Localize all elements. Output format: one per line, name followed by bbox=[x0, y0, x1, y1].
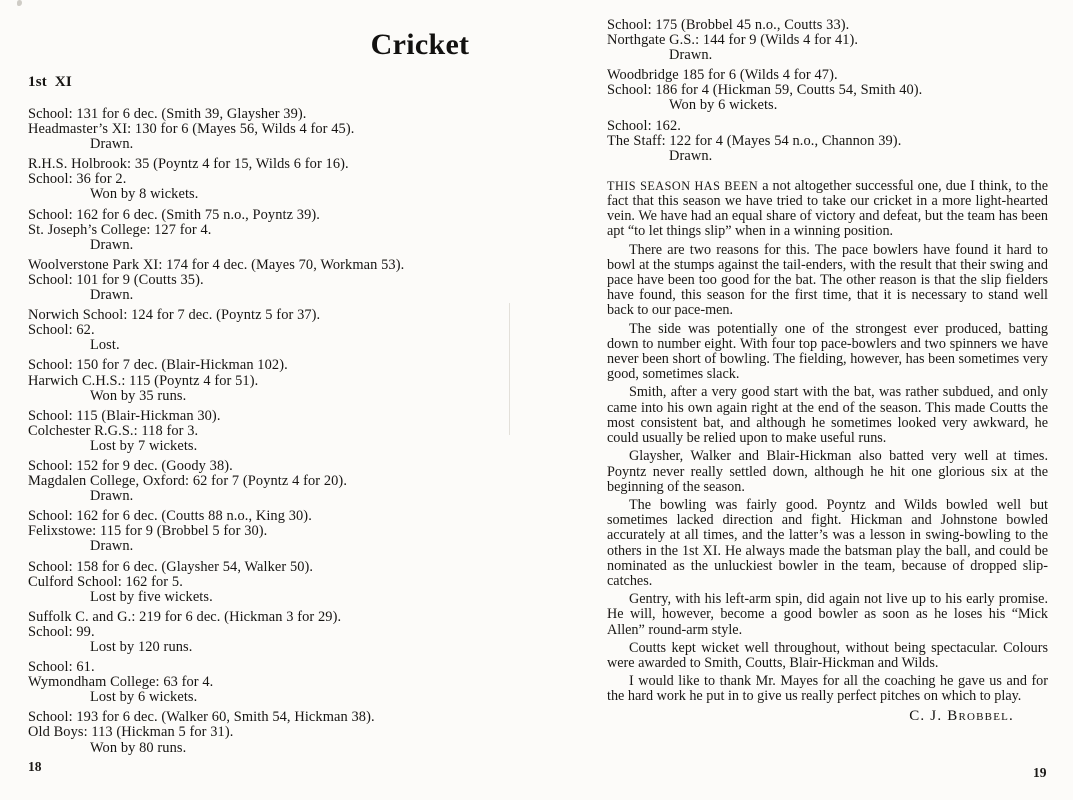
match-score-line: Colchester R.G.S.: 118 for 3. bbox=[28, 422, 199, 439]
match-score-line: School: 36 for 2. bbox=[28, 171, 127, 188]
match-results-left bbox=[28, 107, 516, 756]
essay-paragraph: Coutts kept wicket well throughout, without being spectacular. Colours were awarded to Smith, Coutts, Blair-Hickman and Wilds. bbox=[607, 639, 1048, 671]
match-outcome: Lost by 6 wickets. bbox=[90, 689, 198, 706]
match-score-line: R.H.S. Holbrook: 35 (Poyntz 4 for 15, Wilds 6 for 16). bbox=[28, 156, 349, 173]
match-score-line: School: 162 for 6 dec. (Smith 75 n.o., Poyntz 39). bbox=[28, 206, 320, 223]
match-result bbox=[28, 509, 516, 554]
match-score-line: Culford School: 162 for 5. bbox=[28, 573, 183, 590]
match-outcome: Won by 80 runs. bbox=[90, 739, 187, 756]
match-outcome: Drawn. bbox=[669, 47, 713, 64]
essay-paragraph: Glaysher, Walker and Blair-Hickman also batted very well at times. Poyntz never really settled down, although he hit one glorious six at the beginning of the season. bbox=[607, 448, 1048, 495]
match-outcome: Drawn. bbox=[90, 236, 134, 253]
match-score-line: Harwich C.H.S.: 115 (Poyntz 4 for 51). bbox=[28, 372, 259, 389]
match-outcome: Won by 35 runs. bbox=[90, 387, 187, 404]
match-score-line: Suffolk C. and G.: 219 for 6 dec. (Hickman 3 for 29). bbox=[28, 608, 342, 625]
match-score-line: School: 162 for 6 dec. (Coutts 88 n.o., King 30). bbox=[28, 508, 312, 525]
match-outcome: Drawn. bbox=[90, 136, 134, 153]
match-outcome: Lost by 7 wickets. bbox=[90, 437, 198, 454]
match-score-line: School: 162. bbox=[607, 117, 681, 134]
match-result bbox=[28, 208, 516, 253]
match-score-line: School: 158 for 6 dec. (Glaysher 54, Walker 50). bbox=[28, 558, 314, 575]
match-score-line: School: 115 (Blair-Hickman 30). bbox=[28, 407, 221, 424]
match-score-line: Old Boys: 113 (Hickman 5 for 31). bbox=[28, 724, 234, 741]
match-result bbox=[28, 459, 516, 504]
essay-paragraph: I would like to thank Mr. Mayes for all the coaching he gave us and for the hard work he put in to give us really perfect pitches on which to play. bbox=[607, 673, 1048, 705]
paragraph-lead-caps: THIS SEASON HAS BEEN bbox=[607, 178, 759, 193]
match-result bbox=[28, 409, 516, 454]
match-score-line: Wymondham College: 63 for 4. bbox=[28, 674, 214, 691]
essay-paragraph: The bowling was fairly good. Poyntz and Wilds bowled well but sometimes lacked direction and fight. Hickman and Johnstone bowled accurately at all times, and the latter’s was a lesson in swing-bowling to the others in the 1st XI. He always made the batsman play the ball, and could be nominated as the unluckiest bowler in the team, because of dropped slip-catches. bbox=[607, 496, 1048, 589]
match-score-line: Northgate G.S.: 144 for 9 (Wilds 4 for 41). bbox=[607, 32, 859, 49]
author-signature: C. J. Brobbel. bbox=[909, 707, 1014, 724]
match-result bbox=[28, 258, 516, 303]
match-result bbox=[607, 68, 1048, 113]
page-number-left: 18 bbox=[28, 759, 42, 774]
essay-paragraph: The side was potentially one of the strongest ever produced, batting down to number eight. With four top pace-bowlers and two spinners we have never been short of bowling. The fielding, however, has been sometimes very good, sometimes slack. bbox=[607, 320, 1048, 383]
match-result bbox=[28, 610, 516, 655]
match-result bbox=[28, 710, 516, 755]
season-report-essay bbox=[607, 179, 1048, 705]
match-score-line: School: 131 for 6 dec. (Smith 39, Glaysher 39). bbox=[28, 106, 307, 122]
section-heading: 1st XI bbox=[28, 74, 72, 90]
match-outcome: Drawn. bbox=[669, 147, 713, 164]
match-result bbox=[28, 308, 516, 353]
match-score-line: School: 152 for 9 dec. (Goody 38). bbox=[28, 457, 233, 474]
match-results-right bbox=[607, 18, 1048, 164]
page-title: Cricket bbox=[370, 28, 470, 62]
left-page bbox=[28, 74, 516, 761]
match-score-line: Woolverstone Park XI: 174 for 4 dec. (Mayes 70, Workman 53). bbox=[28, 256, 405, 273]
match-outcome: Lost. bbox=[90, 337, 120, 354]
match-result bbox=[607, 18, 1048, 63]
page-number-right: 19 bbox=[1033, 765, 1047, 780]
match-score-line: School: 101 for 9 (Coutts 35). bbox=[28, 271, 204, 288]
match-result bbox=[607, 119, 1048, 164]
match-score-line: Magdalen College, Oxford: 62 for 7 (Poyntz 4 for 20). bbox=[28, 473, 348, 490]
match-outcome: Won by 8 wickets. bbox=[90, 186, 199, 203]
match-score-line: The Staff: 122 for 4 (Mayes 54 n.o., Channon 39). bbox=[607, 132, 902, 149]
essay-paragraph: Smith, after a very good start with the bat, was rather subdued, and only came into his own again right at the end of the season. This made Coutts the most consistent bat, and although he sometimes looked very awkward, he could usually be relied upon to make useful runs. bbox=[607, 384, 1048, 447]
match-outcome: Lost by five wickets. bbox=[90, 588, 213, 605]
match-score-line: School: 62. bbox=[28, 322, 95, 339]
match-result bbox=[28, 358, 516, 403]
match-result bbox=[28, 560, 516, 605]
right-page bbox=[607, 18, 1048, 725]
match-score-line: School: 186 for 4 (Hickman 59, Coutts 54, Smith 40). bbox=[607, 82, 923, 99]
match-score-line: School: 99. bbox=[28, 623, 95, 640]
match-score-line: School: 193 for 6 dec. (Walker 60, Smith 54, Hickman 38). bbox=[28, 709, 375, 726]
match-result bbox=[28, 107, 516, 152]
scan-speck bbox=[17, 0, 22, 6]
match-score-line: Woodbridge 185 for 6 (Wilds 4 for 47). bbox=[607, 67, 838, 84]
match-result bbox=[28, 157, 516, 202]
match-score-line: School: 175 (Brobbel 45 n.o., Coutts 33). bbox=[607, 17, 850, 33]
match-score-line: Felixstowe: 115 for 9 (Brobbel 5 for 30). bbox=[28, 523, 268, 540]
match-outcome: Drawn. bbox=[90, 488, 134, 505]
match-outcome: Lost by 120 runs. bbox=[90, 639, 193, 655]
match-score-line: School: 61. bbox=[28, 659, 95, 676]
match-outcome: Won by 6 wickets. bbox=[669, 97, 778, 114]
essay-paragraph: Gentry, with his left-arm spin, did again not live up to his early promise. He will, however, become a good bowler as soon as he loses his “Mick Allen” round-arm style. bbox=[607, 591, 1048, 638]
essay-paragraph: THIS SEASON HAS BEEN a not altogether successful one, due I think, to the fact that this season we have tried to take our cricket in a more light-hearted vein. We have had an equal share of victory and defeat, but the team has been apt “to let things slip” when in a winning position. bbox=[607, 177, 1048, 240]
match-outcome: Drawn. bbox=[90, 538, 134, 555]
match-outcome: Drawn. bbox=[90, 287, 134, 304]
match-score-line: St. Joseph’s College: 127 for 4. bbox=[28, 221, 212, 238]
match-score-line: School: 150 for 7 dec. (Blair-Hickman 102). bbox=[28, 357, 288, 374]
match-result bbox=[28, 660, 516, 705]
match-score-line: Norwich School: 124 for 7 dec. (Poyntz 5 for 37). bbox=[28, 307, 321, 324]
essay-paragraph: There are two reasons for this. The pace bowlers have found it hard to bowl at the stumps against the tail-enders, with the result that their swing and pace have been too good for the bat. The other reason is that the slip fielders have found, this season for the first time, that it is necessary to stand well back to our pace-men. bbox=[607, 241, 1048, 319]
match-score-line: Headmaster’s XI: 130 for 6 (Mayes 56, Wilds 4 for 45). bbox=[28, 121, 355, 138]
